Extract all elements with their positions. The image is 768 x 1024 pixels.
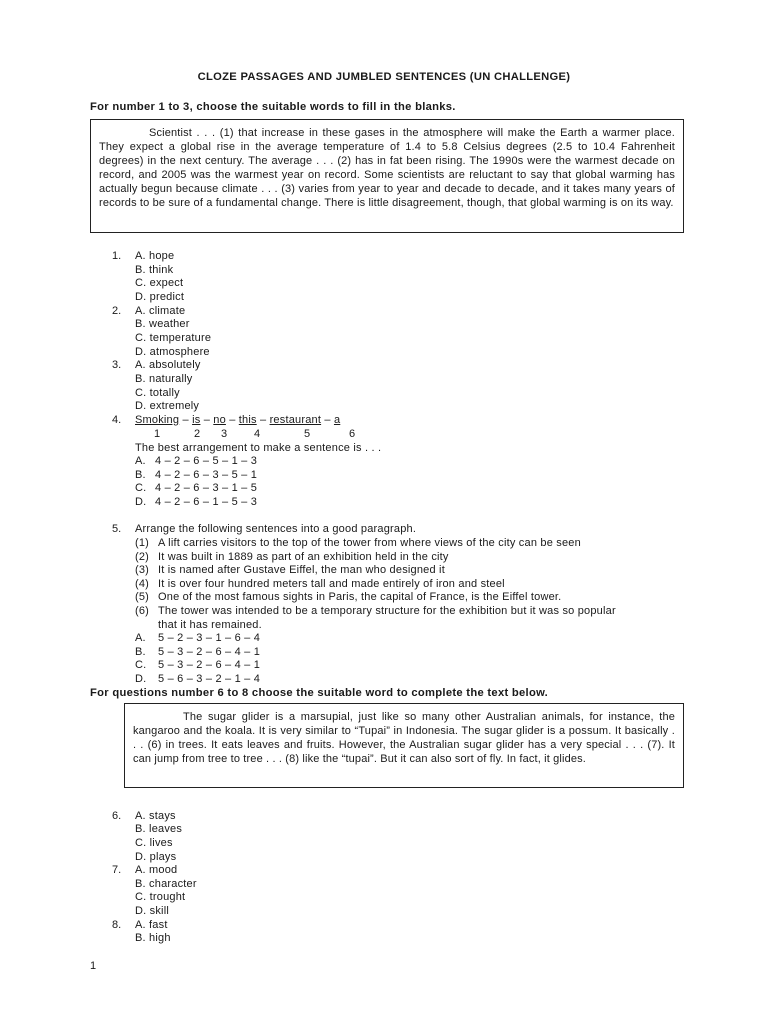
separator: – bbox=[203, 414, 211, 426]
sentence-number: (1) bbox=[135, 537, 150, 549]
passage-text: Scientist . . . (1) that increase in these gases in the atmosphere will make the Earth a warmer place. They expect a global rise in the average temperature of 1.4 to 5.8 Celsius degrees (2.5 to 10.4 Fahrenheit degrees) in the next century. The average . . . (2) has in fat been rising. The 1990s were the warmest decade on record, and 2005 was the warmest year on record. Some scientists are reluctant to say that global warming has actually begun because climate . . . (3) varies from year to year and decade to decade, and it takes many years of records to be sure of a fundamental change. There is little disagreement, though, that global warming is on its way. bbox=[99, 127, 675, 209]
page-number: 1 bbox=[90, 960, 97, 972]
word-index: 4 bbox=[254, 428, 261, 440]
sentence-number: (5) bbox=[135, 591, 150, 603]
sentence-number: (4) bbox=[135, 578, 150, 590]
option: A. climate bbox=[135, 305, 186, 317]
option-letter: C. bbox=[135, 482, 147, 494]
option: 5 – 3 – 2 – 6 – 4 – 1 bbox=[158, 659, 261, 671]
sentence-number: (3) bbox=[135, 564, 150, 576]
option: A. mood bbox=[135, 864, 178, 876]
option: C. expect bbox=[135, 277, 184, 289]
separator: – bbox=[182, 414, 189, 426]
passage-text: The sugar glider is a marsupial, just like so many other Australian animals, for instance, the kangaroo and the koala. It is very similar to “Tupai” in Indonesia. The sugar glider is a possum. It basically . . . (6) in trees. It eats leaves and fruits. However, the Australian sugar glider has a very special . . . (7). It can jump from tree to tree . . . (8) like the “tupai”. But it can also sort of fly. In fact, it glides. bbox=[133, 711, 675, 765]
option: C. temperature bbox=[135, 332, 212, 344]
option: A. stays bbox=[135, 810, 176, 822]
option: 4 – 2 – 6 – 3 – 5 – 1 bbox=[155, 469, 258, 481]
page-title: CLOZE PASSAGES AND JUMBLED SENTENCES (UN CHALLENGE) bbox=[197, 71, 571, 83]
separator: – bbox=[229, 414, 236, 426]
option: 4 – 2 – 6 – 5 – 1 – 3 bbox=[155, 455, 258, 467]
question-prompt: Arrange the following sentences into a good paragraph. bbox=[135, 523, 417, 535]
question-number: 8. bbox=[112, 919, 122, 931]
option: D. skill bbox=[135, 905, 169, 917]
option-letter: B. bbox=[135, 646, 146, 658]
sentence: One of the most famous sights in Paris, the capital of France, is the Eiffel tower. bbox=[158, 591, 562, 603]
sentence-continuation: that it has remained. bbox=[158, 619, 262, 631]
option: D. extremely bbox=[135, 400, 200, 412]
option-letter: A. bbox=[135, 632, 146, 644]
option: 5 – 2 – 3 – 1 – 6 – 4 bbox=[158, 632, 261, 644]
option: A. absolutely bbox=[135, 359, 201, 371]
separator: – bbox=[259, 414, 267, 426]
option: C. lives bbox=[135, 837, 173, 849]
option: D. atmosphere bbox=[135, 346, 210, 358]
question-number: 2. bbox=[112, 305, 122, 317]
option-letter: D. bbox=[135, 496, 147, 508]
option: C. trought bbox=[135, 891, 186, 903]
question-number: 1. bbox=[112, 250, 122, 262]
option: 4 – 2 – 6 – 3 – 1 – 5 bbox=[155, 482, 258, 494]
option-letter: D. bbox=[135, 673, 147, 685]
option-letter: B. bbox=[135, 469, 146, 481]
sentence: It is named after Gustave Eiffel, the man who designed it bbox=[158, 564, 445, 576]
question-number: 5. bbox=[112, 523, 122, 535]
section1-instruction: For number 1 to 3, choose the suitable words to fill in the blanks. bbox=[90, 101, 456, 113]
option: A. fast bbox=[135, 919, 168, 931]
option: C. totally bbox=[135, 387, 180, 399]
question-number: 6. bbox=[112, 810, 122, 822]
option: D. plays bbox=[135, 851, 177, 863]
option: D. predict bbox=[135, 291, 185, 303]
word-index: 5 bbox=[304, 428, 311, 440]
separator: – bbox=[324, 414, 331, 426]
sentence: It is over four hundred meters tall and made entirely of iron and steel bbox=[158, 578, 505, 590]
option: 5 – 3 – 2 – 6 – 4 – 1 bbox=[158, 646, 261, 658]
jumbled-words bbox=[135, 414, 340, 428]
option: B. think bbox=[135, 264, 174, 276]
option-letter: A. bbox=[135, 455, 146, 467]
option-letter: C. bbox=[135, 659, 147, 671]
option: B. character bbox=[135, 878, 197, 890]
question-number: 4. bbox=[112, 414, 122, 426]
question-prompt: The best arrangement to make a sentence is . . . bbox=[135, 442, 382, 454]
jumbled-word: a bbox=[333, 414, 341, 426]
sentence-number: (6) bbox=[135, 605, 150, 617]
section2-instruction: For questions number 6 to 8 choose the suitable word to complete the text below. bbox=[90, 687, 549, 699]
question-number: 7. bbox=[112, 864, 122, 876]
option: B. naturally bbox=[135, 373, 193, 385]
option: A. hope bbox=[135, 250, 175, 262]
sentence-number: (2) bbox=[135, 551, 150, 563]
sentence: It was built in 1889 as part of an exhibition held in the city bbox=[158, 551, 449, 563]
word-index: 6 bbox=[349, 428, 356, 440]
option: B. high bbox=[135, 932, 171, 944]
question-number: 3. bbox=[112, 359, 122, 371]
passage-global-warming bbox=[90, 119, 684, 233]
jumbled-word: is bbox=[192, 414, 201, 426]
jumbled-word: Smoking bbox=[135, 414, 180, 426]
word-index: 1 bbox=[154, 428, 161, 440]
word-index: 3 bbox=[221, 428, 228, 440]
option: B. leaves bbox=[135, 823, 183, 835]
sentence: The tower was intended to be a temporary structure for the exhibition but it was so popular bbox=[158, 605, 616, 617]
passage-sugar-glider bbox=[124, 703, 684, 788]
word-index: 2 bbox=[194, 428, 201, 440]
sentence: A lift carries visitors to the top of the tower from where views of the city can be seen bbox=[158, 537, 581, 549]
jumbled-word: this bbox=[238, 414, 257, 426]
jumbled-word: restaurant bbox=[269, 414, 322, 426]
jumbled-word: no bbox=[213, 414, 226, 426]
option: 5 – 6 – 3 – 2 – 1 – 4 bbox=[158, 673, 261, 685]
option: B. weather bbox=[135, 318, 190, 330]
option: 4 – 2 – 6 – 1 – 5 – 3 bbox=[155, 496, 258, 508]
